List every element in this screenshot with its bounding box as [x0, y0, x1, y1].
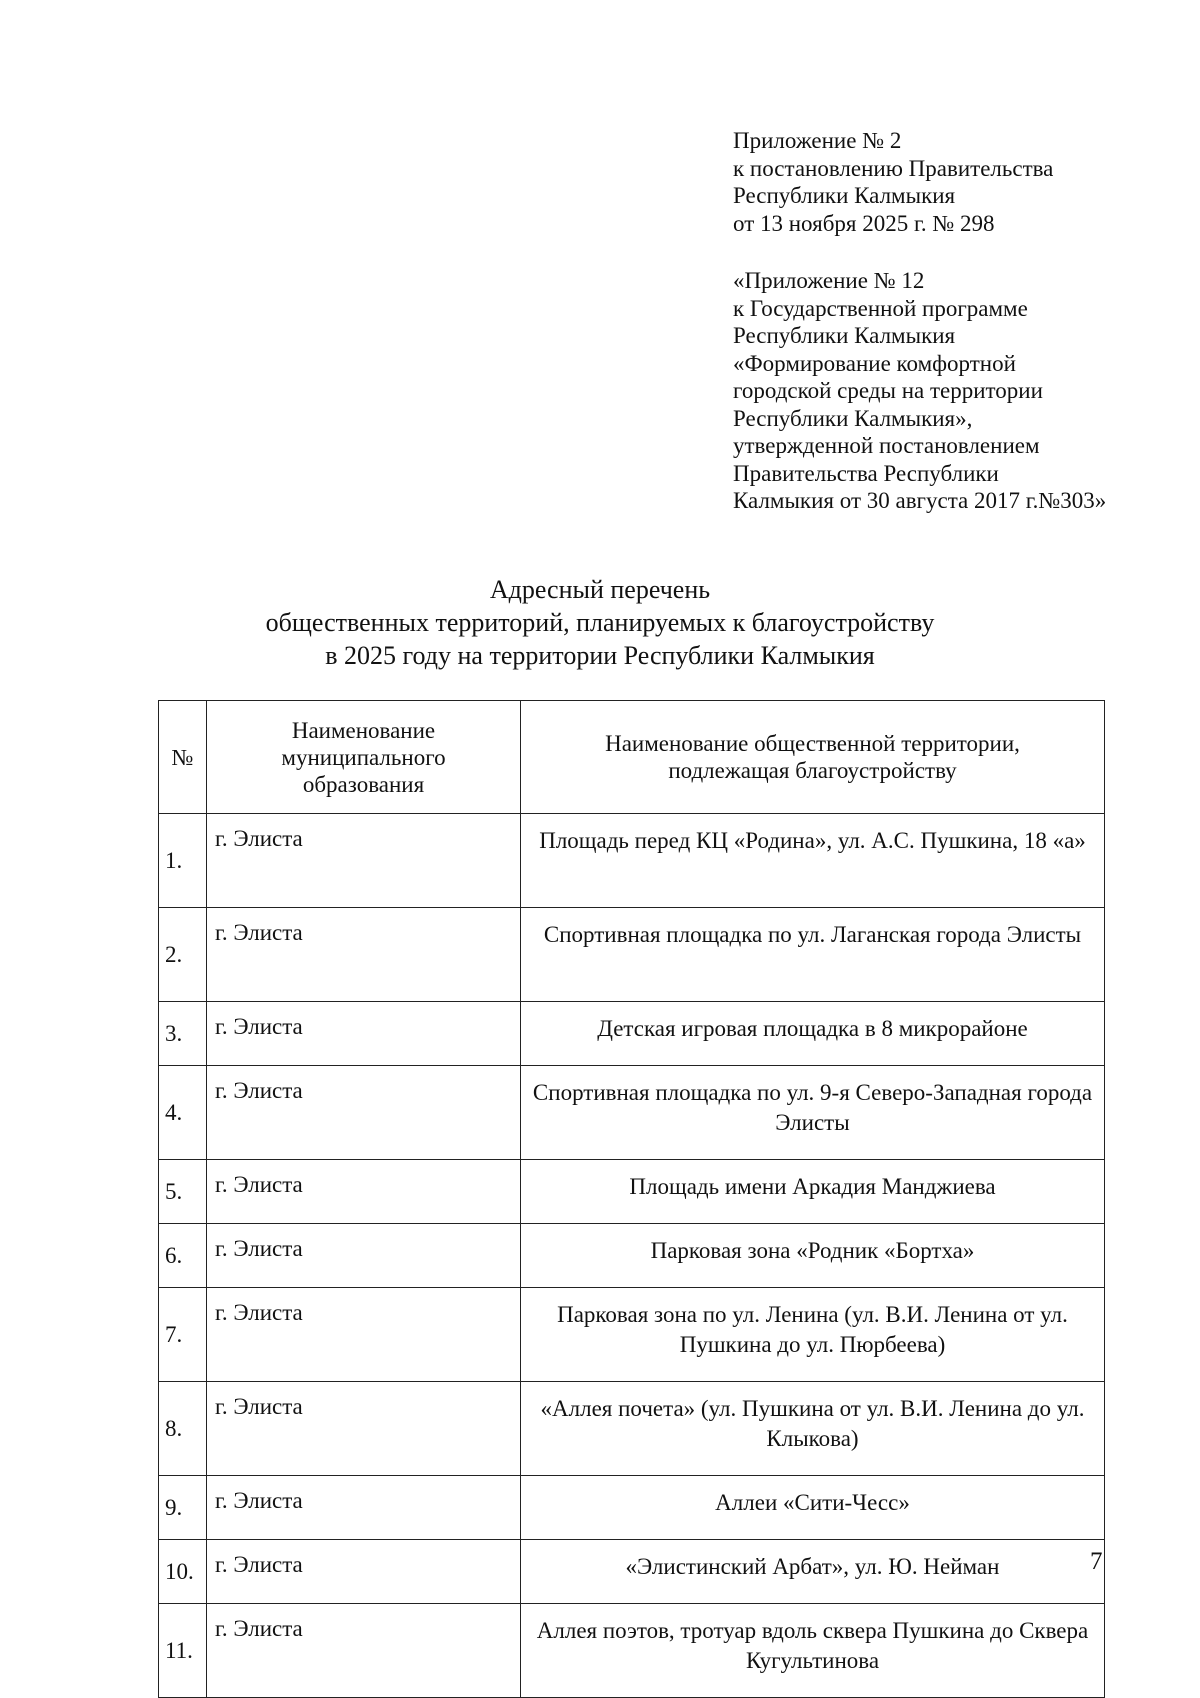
row-municipality: г. Элиста — [207, 1224, 521, 1288]
program-appendix — [733, 267, 1173, 515]
appendix-header-line: от 13 ноября 2025 г. № 298 — [733, 210, 995, 236]
table-row — [159, 1604, 1105, 1698]
document-title — [0, 573, 1200, 672]
table-row — [159, 1066, 1105, 1160]
row-territory: «Элистинский Арбат», ул. Ю. Нейман — [521, 1540, 1105, 1604]
table-row — [159, 1002, 1105, 1066]
program-appendix-line: Калмыкия от 30 августа 2017 г.№303» — [733, 488, 1107, 513]
program-appendix-line: Республики Калмыкия — [733, 323, 956, 348]
title-line: в 2025 году на территории Республики Калмыкия — [325, 641, 875, 670]
row-number: 8. — [159, 1382, 207, 1476]
row-territory: Парковая зона «Родник «Бортха» — [521, 1224, 1105, 1288]
program-appendix-line: «Формирование комфортной — [733, 350, 1016, 376]
table-row — [159, 1224, 1105, 1288]
header-territory: Наименование общественной территории, подлежащая благоустройству — [521, 701, 1105, 814]
table-row — [159, 908, 1105, 1002]
row-number: 1. — [159, 814, 207, 908]
row-number: 10. — [159, 1540, 207, 1604]
table-row — [159, 1476, 1105, 1540]
row-number: 11. — [159, 1604, 207, 1698]
row-municipality: г. Элиста — [207, 1382, 521, 1476]
appendix-header-line: к постановлению Правительства — [733, 155, 1054, 181]
row-municipality: г. Элиста — [207, 1476, 521, 1540]
title-line: общественных территорий, планируемых к благоустройству — [265, 608, 935, 637]
row-territory: Детская игровая площадка в 8 микрорайоне — [521, 1002, 1105, 1066]
header-municipality: Наименование муниципального образования — [207, 701, 521, 814]
title-line: Адресный перечень — [489, 575, 711, 604]
appendix-header-line: Приложение № 2 — [733, 128, 902, 153]
row-municipality: г. Элиста — [207, 814, 521, 908]
row-municipality: г. Элиста — [207, 908, 521, 1002]
row-municipality: г. Элиста — [207, 1604, 521, 1698]
page-number: 7 — [1090, 1548, 1103, 1575]
program-appendix-line: Республики Калмыкия», — [733, 405, 973, 431]
row-number: 4. — [159, 1066, 207, 1160]
program-appendix-line: городской среды на территории — [733, 378, 1043, 403]
row-territory: Парковая зона по ул. Ленина (ул. В.И. Ленина от ул. Пушкина до ул. Пюрбеева) — [521, 1288, 1105, 1382]
row-municipality: г. Элиста — [207, 1002, 521, 1066]
appendix-header — [733, 127, 1173, 237]
program-appendix-line: к Государственной программе — [733, 295, 1028, 321]
row-territory: Площадь перед КЦ «Родина», ул. А.С. Пушкина, 18 «а» — [521, 814, 1105, 908]
row-municipality: г. Элиста — [207, 1540, 521, 1604]
row-territory: Аллея поэтов, тротуар вдоль сквера Пушкина до Сквера Кугультинова — [521, 1604, 1105, 1698]
row-territory: «Аллея почета» (ул. Пушкина от ул. В.И. Ленина до ул. Клыкова) — [521, 1382, 1105, 1476]
row-number: 2. — [159, 908, 207, 1002]
table-header-row — [159, 701, 1105, 814]
row-municipality: г. Элиста — [207, 1066, 521, 1160]
appendix-header-line: Республики Калмыкия — [733, 183, 956, 208]
table-row — [159, 1288, 1105, 1382]
row-number: 6. — [159, 1224, 207, 1288]
row-municipality: г. Элиста — [207, 1160, 521, 1224]
header-number: № — [159, 701, 207, 814]
table-row — [159, 1540, 1105, 1604]
table-row — [159, 1160, 1105, 1224]
program-appendix-line: Правительства Республики — [733, 460, 999, 486]
row-territory: Аллеи «Сити-Чесс» — [521, 1476, 1105, 1540]
territories-table — [158, 700, 1105, 1698]
row-number: 9. — [159, 1476, 207, 1540]
row-number: 3. — [159, 1002, 207, 1066]
row-municipality: г. Элиста — [207, 1288, 521, 1382]
row-territory: Спортивная площадка по ул. 9-я Северо-Западная города Элисты — [521, 1066, 1105, 1160]
table-row — [159, 1382, 1105, 1476]
table-row — [159, 814, 1105, 908]
row-territory: Спортивная площадка по ул. Лаганская города Элисты — [521, 908, 1105, 1002]
program-appendix-line: «Приложение № 12 — [733, 268, 925, 293]
row-territory: Площадь имени Аркадия Манджиева — [521, 1160, 1105, 1224]
row-number: 7. — [159, 1288, 207, 1382]
row-number: 5. — [159, 1160, 207, 1224]
program-appendix-line: утвержденной постановлением — [733, 433, 1040, 458]
